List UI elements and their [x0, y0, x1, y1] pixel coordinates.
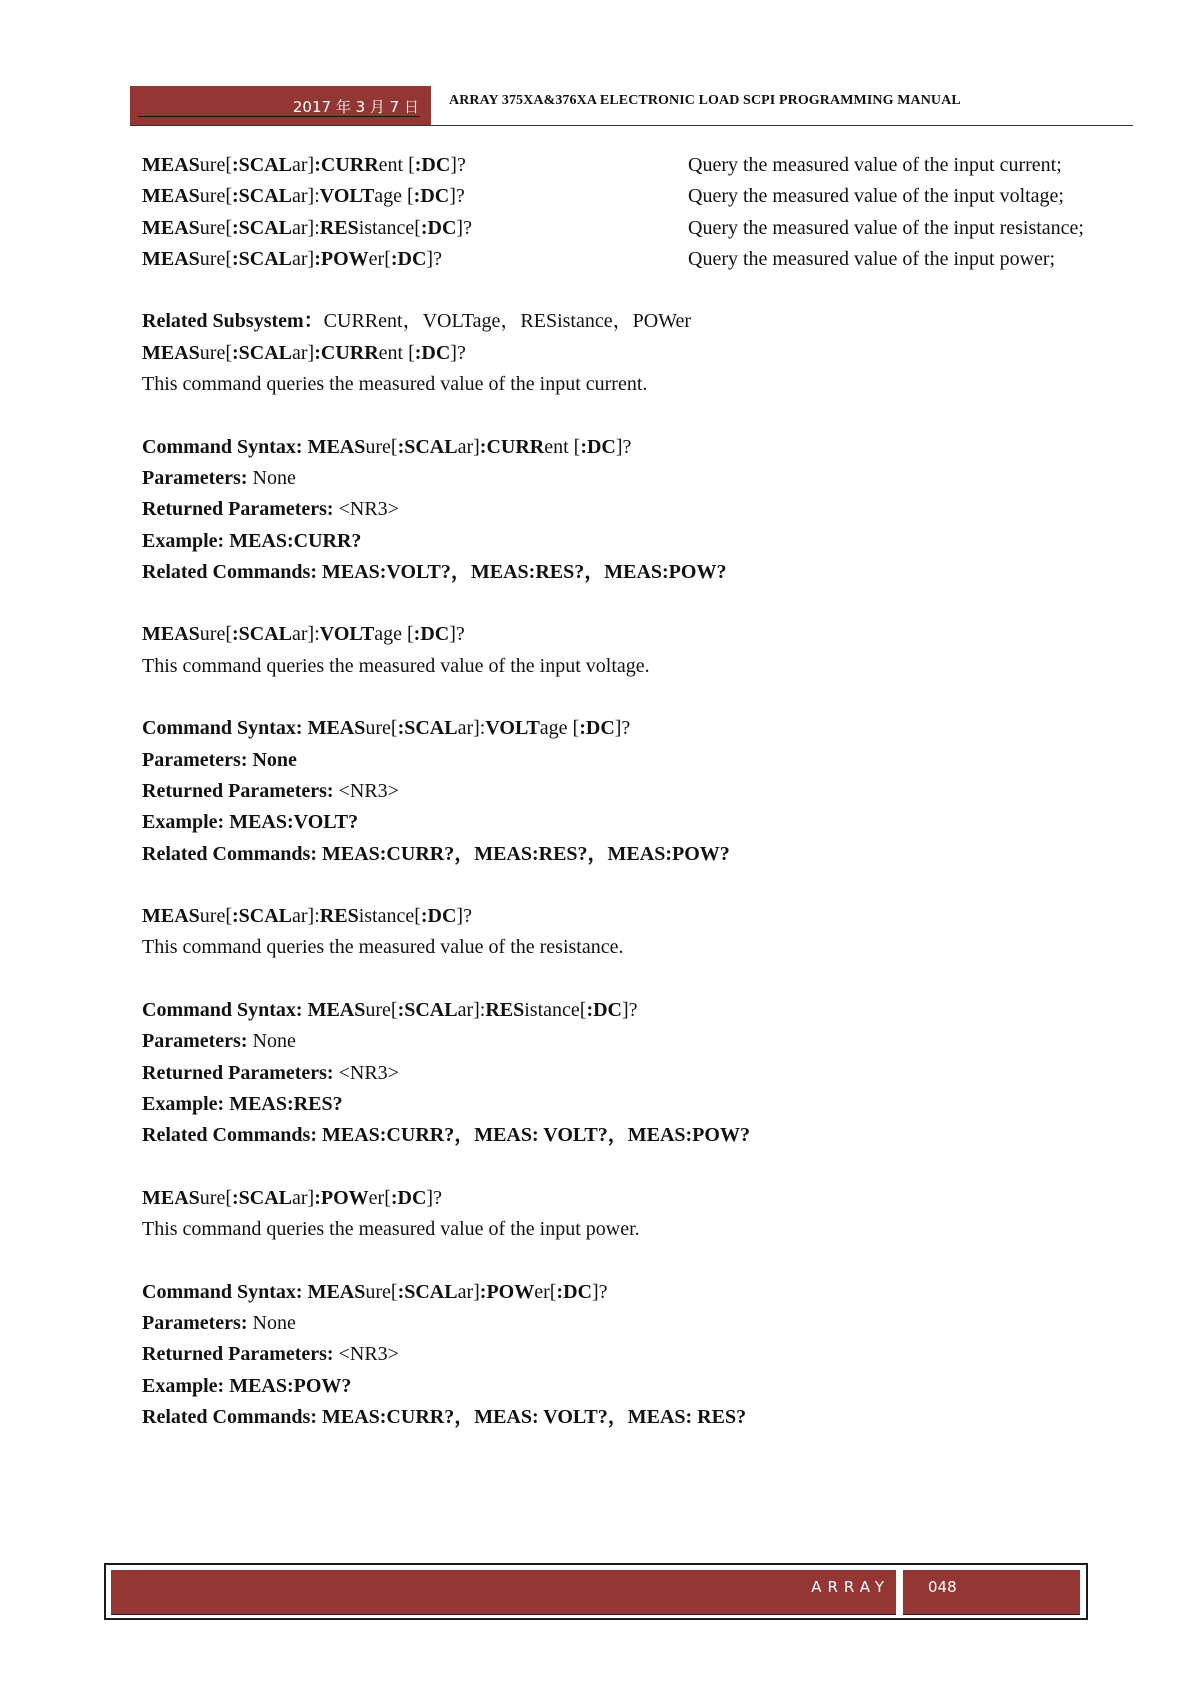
section-heading — [142, 619, 1142, 650]
text-run: ure[ — [199, 154, 232, 176]
summary-command — [142, 185, 465, 207]
bold-text-run: Example: MEAS:CURR? — [142, 529, 362, 552]
command-syntax — [142, 1277, 1142, 1308]
bold-text-run: RES — [485, 999, 525, 1022]
summary-row — [142, 150, 1142, 181]
text-run: ]? — [621, 999, 638, 1022]
bold-text-run: Returned Parameters: — [142, 1343, 339, 1366]
bold-text-run: Related Commands: MEAS:VOLT?，MEAS:RES?，MEAS:POW? — [142, 560, 727, 583]
bold-text-run: :SCAL — [232, 185, 293, 208]
bold-text-run: Example: MEAS:POW? — [142, 1374, 352, 1397]
text-run: None — [252, 1311, 296, 1334]
text-run: age [ — [374, 623, 414, 646]
bold-text-run: :POW — [314, 247, 369, 270]
bold-text-run: :SCAL — [397, 435, 458, 458]
bold-text-run: :DC — [579, 717, 615, 740]
returned-parameters — [142, 494, 1142, 525]
text-run: ar] — [292, 341, 315, 364]
bold-text-run: Parameters: None — [142, 748, 297, 771]
bold-text-run: :DC — [420, 216, 457, 239]
text-run: ]? — [591, 1280, 608, 1303]
text-run: ure[ — [199, 623, 232, 646]
bold-text-run: RES — [319, 216, 359, 239]
text-run: ar]: — [457, 717, 486, 740]
related-commands — [142, 1120, 1142, 1151]
text-run: ar] — [292, 154, 315, 176]
header-date-underline — [138, 116, 420, 117]
text-run: ]? — [450, 341, 466, 364]
text-run: istance[ — [358, 905, 421, 928]
bold-text-run: MEAS — [142, 185, 200, 208]
summary-command — [142, 217, 472, 239]
text-run: <NR3> — [338, 779, 399, 802]
bold-text-run: RES — [319, 905, 359, 928]
bold-text-run: MEAS — [142, 623, 200, 646]
bold-text-run: VOLT — [319, 185, 375, 208]
page-content — [142, 150, 1142, 1433]
bold-text-run: :DC — [414, 154, 451, 176]
related-subsystem-value: CURRent，VOLTage，RESistance，POWer — [323, 310, 691, 333]
section-description: This command queries the measured value of the input current. — [142, 373, 648, 396]
spacer — [142, 964, 1142, 995]
command-section-voltage — [142, 619, 1142, 901]
bold-text-run: :DC — [414, 341, 451, 364]
section-heading — [142, 1183, 1142, 1214]
example — [142, 526, 1142, 557]
spacer — [142, 275, 1142, 306]
text-run: None — [252, 1030, 296, 1053]
command-syntax — [142, 432, 1142, 463]
bold-text-run: Related Commands: MEAS:CURR?，MEAS:RES?，MEAS:POW? — [142, 842, 730, 865]
text-run: ]? — [426, 247, 442, 270]
related-subsystem — [142, 306, 1142, 337]
text-run: <NR3> — [338, 1343, 399, 1366]
text-run: ure[ — [199, 905, 232, 928]
text-run: ure[ — [199, 1186, 232, 1209]
bold-text-run: Command Syntax: MEAS — [142, 999, 366, 1022]
text-run: ar]: — [457, 999, 486, 1022]
text-run: er[ — [368, 247, 391, 270]
summary-description: Query the measured value of the input power; — [688, 247, 1056, 270]
text-run: ar] — [457, 435, 480, 458]
bold-text-run: :SCAL — [232, 341, 293, 364]
bold-text-run: :POW — [314, 1186, 369, 1209]
text-run: ure[ — [365, 435, 398, 458]
text-run: ar] — [292, 247, 315, 270]
text-run: ]? — [456, 905, 472, 928]
page-number: 048 — [928, 1578, 957, 1596]
parameters — [142, 1308, 1142, 1339]
related-commands — [142, 839, 1142, 870]
bold-text-run: MEAS — [142, 216, 200, 239]
bold-text-run: :DC — [413, 623, 450, 646]
text-run: age [ — [539, 717, 580, 740]
bold-text-run: MEAS — [142, 905, 200, 928]
text-run: ]? — [456, 216, 472, 239]
spacer — [142, 1245, 1142, 1276]
bold-text-run: Related Commands: MEAS:CURR?，MEAS: VOLT?，MEAS:POW? — [142, 1124, 750, 1147]
bold-text-run: :DC — [580, 435, 616, 458]
bold-text-run: :DC — [586, 999, 622, 1022]
text-run: istance[ — [358, 216, 421, 239]
text-run: ure[ — [199, 247, 232, 270]
bold-text-run: :SCAL — [232, 154, 293, 176]
footer-separator — [896, 1566, 903, 1616]
bold-text-run: :SCAL — [397, 717, 458, 740]
bold-text-run: :SCAL — [232, 1186, 293, 1209]
bold-text-run: :DC — [390, 1186, 427, 1209]
text-run: <NR3> — [338, 498, 399, 521]
text-run: <NR3> — [338, 1061, 399, 1084]
bold-text-run: Parameters: — [142, 466, 253, 489]
bold-text-run: Example: MEAS:RES? — [142, 1092, 343, 1115]
text-run: ]? — [450, 154, 466, 176]
section-heading — [142, 901, 1142, 932]
text-run: ure[ — [365, 999, 398, 1022]
bold-text-run: :CURR — [314, 154, 379, 176]
section-description: This command queries the measured value of the input power. — [142, 1218, 640, 1241]
text-run: istance[ — [524, 999, 587, 1022]
command-summary — [142, 150, 1142, 275]
bold-text-run: Returned Parameters: — [142, 1061, 339, 1084]
text-run: ure[ — [365, 1280, 398, 1303]
bold-text-run: MEAS — [142, 341, 200, 364]
command-syntax — [142, 995, 1142, 1026]
text-run: ]? — [614, 717, 631, 740]
summary-description: Query the measured value of the input current; — [688, 154, 1062, 176]
bold-text-run: Command Syntax: MEAS — [142, 435, 366, 458]
text-run: ent [ — [544, 435, 581, 458]
related-commands — [142, 1402, 1142, 1433]
spacer — [142, 870, 1142, 901]
summary-description: Query the measured value of the input voltage; — [688, 185, 1064, 208]
text-run: ure[ — [199, 216, 232, 239]
footer-brand: ARRAY — [811, 1578, 890, 1596]
text-run: ent [ — [378, 341, 415, 364]
text-run: ar]: — [292, 623, 320, 646]
text-run: ure[ — [365, 717, 398, 740]
parameters — [142, 1026, 1142, 1057]
bold-text-run: Related Commands: MEAS:CURR?，MEAS: VOLT?，MEAS: RES? — [142, 1405, 747, 1428]
spacer — [142, 400, 1142, 431]
parameters — [142, 463, 1142, 494]
text-run: er[ — [368, 1186, 391, 1209]
command-syntax — [142, 713, 1142, 744]
bold-text-run: Returned Parameters: — [142, 498, 339, 521]
example — [142, 807, 1142, 838]
text-run: ar] — [292, 1186, 315, 1209]
bold-text-run: MEAS — [142, 247, 200, 270]
text-run: ar] — [457, 1280, 480, 1303]
text-run: er[ — [534, 1280, 557, 1303]
bold-text-run: Command Syntax: MEAS — [142, 717, 366, 740]
bold-text-run: MEAS — [142, 1186, 200, 1209]
spacer — [142, 1152, 1142, 1183]
header-title: ARRAY 375XA&376XA ELECTRONIC LOAD SCPI PROGRAMMING MANUAL — [449, 93, 961, 108]
footer-underline — [111, 1614, 1080, 1615]
summary-command — [142, 154, 466, 176]
bold-text-run: :SCAL — [232, 623, 293, 646]
text-run: ]? — [615, 435, 632, 458]
text-run: ar]: — [292, 905, 320, 928]
parameters — [142, 745, 1142, 776]
text-run: ar]: — [292, 185, 320, 208]
summary-row — [142, 181, 1142, 212]
bold-text-run: MEAS — [142, 154, 200, 176]
bold-text-run: :SCAL — [232, 905, 293, 928]
header-date: 2017 年 3 月 7 日 — [130, 86, 431, 126]
bold-text-run: Parameters: — [142, 1030, 253, 1053]
bold-text-run: :POW — [479, 1280, 535, 1303]
bold-text-run: :DC — [420, 905, 457, 928]
returned-parameters — [142, 776, 1142, 807]
bold-text-run: Parameters: — [142, 1311, 253, 1334]
summary-command — [142, 248, 442, 270]
bold-text-run: :SCAL — [232, 247, 293, 270]
bold-text-run: Returned Parameters: — [142, 779, 339, 802]
text-run: ]? — [449, 185, 465, 208]
bold-text-run: VOLT — [485, 717, 540, 740]
summary-row — [142, 244, 1142, 275]
command-section-current — [142, 338, 1142, 620]
related-commands — [142, 557, 1142, 588]
bold-text-run: :DC — [556, 1280, 592, 1303]
bold-text-run: :SCAL — [397, 999, 458, 1022]
text-run: age [ — [374, 185, 414, 208]
spacer — [142, 588, 1142, 619]
section-description: This command queries the measured value of the resistance. — [142, 936, 624, 959]
text-run: ]? — [449, 623, 465, 646]
bold-text-run: VOLT — [319, 623, 375, 646]
bold-text-run: :CURR — [314, 341, 379, 364]
summary-description: Query the measured value of the input resistance; — [688, 216, 1084, 239]
bold-text-run: Command Syntax: MEAS — [142, 1280, 366, 1303]
related-subsystem-label: Related Subsystem： — [142, 310, 324, 333]
text-run: ]? — [426, 1186, 442, 1209]
header-rule — [130, 125, 1133, 126]
text-run: ent [ — [378, 154, 415, 176]
bold-text-run: :SCAL — [397, 1280, 458, 1303]
example — [142, 1371, 1142, 1402]
bold-text-run: :CURR — [479, 435, 545, 458]
bold-text-run: Example: MEAS:VOLT? — [142, 811, 359, 834]
bold-text-run: :DC — [413, 185, 450, 208]
command-section-resistance — [142, 901, 1142, 1183]
bold-text-run: :DC — [390, 247, 427, 270]
text-run: ure[ — [199, 185, 232, 208]
text-run: ure[ — [199, 341, 232, 364]
command-section-power — [142, 1183, 1142, 1433]
section-description: This command queries the measured value of the input voltage. — [142, 654, 650, 677]
text-run: ar]: — [292, 216, 320, 239]
summary-row — [142, 213, 1142, 244]
returned-parameters — [142, 1058, 1142, 1089]
section-heading — [142, 338, 1142, 369]
text-run: None — [252, 466, 296, 489]
spacer — [142, 682, 1142, 713]
bold-text-run: :SCAL — [232, 216, 293, 239]
example — [142, 1089, 1142, 1120]
returned-parameters — [142, 1339, 1142, 1370]
